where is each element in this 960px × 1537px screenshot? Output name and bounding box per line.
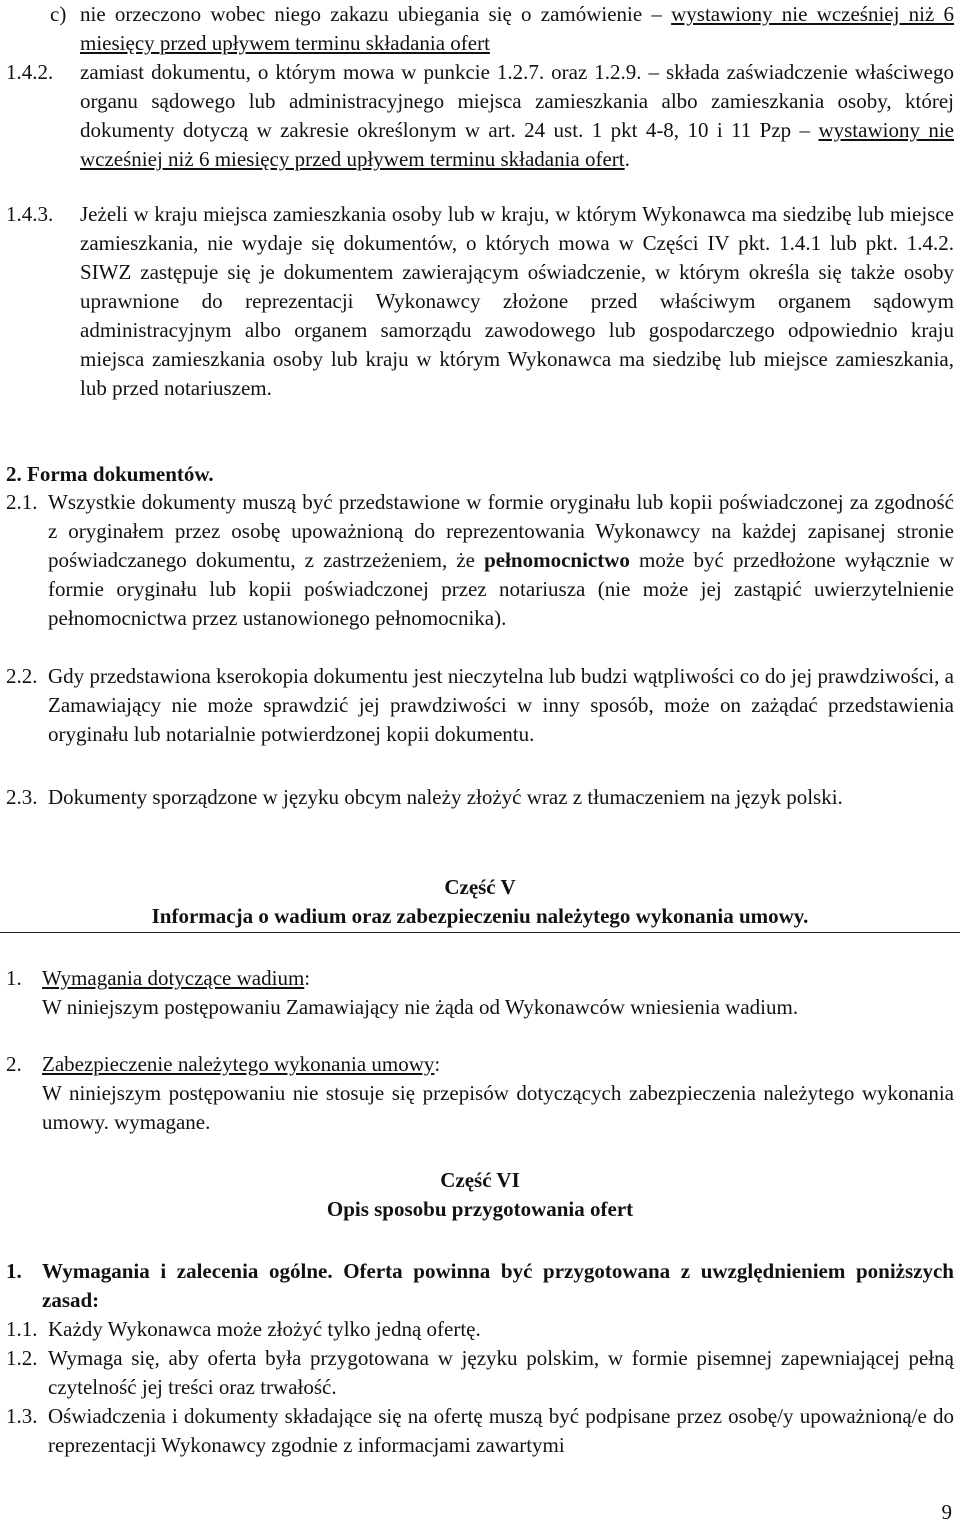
item-2-1 xyxy=(6,488,955,633)
item-2-2-text: Gdy przedstawiona kserokopia dokumentu jest nieczytelna lub budzi wątpliwości co do jej prawdziwości, a Zamawiający nie może sprawdzić jej prawdziwości w inny sposób, może on zażądać przedstawienia oryginału lub notarialnie potwierdzonej kopii dokumentu. xyxy=(48,664,954,746)
part-v-item-2-heading: Zabezpieczenie należytego wykonania umowy xyxy=(42,1052,435,1076)
item-1-4-2 xyxy=(6,58,954,174)
item-1-4-2-end: . xyxy=(624,147,630,171)
part-vi-subitem-1-2-number: 1.2. xyxy=(6,1346,38,1370)
part-vi-subitem-1-1-number: 1.1. xyxy=(6,1317,38,1341)
section-2-heading: 2. Forma dokumentów. xyxy=(6,462,214,486)
part-v-item-1-number: 1. xyxy=(6,966,22,990)
part-vi-item-1-number: 1. xyxy=(6,1259,22,1283)
item-c-label: c) xyxy=(50,2,67,26)
part-v-item-2-colon: : xyxy=(434,1052,441,1076)
part-v-item-1-heading: Wymagania dotyczące wadium xyxy=(42,966,305,990)
part-vi-subtitle: Opis sposobu przygotowania ofert xyxy=(326,1197,634,1221)
part-vi-subitem-1-3-text: Oświadczenia i dokumenty składające się na ofertę muszą być podpisane przez osobę/y upoważnioną/e do reprezentacji Wykonawcy zgodnie z informacjami zawartymi xyxy=(48,1404,954,1457)
item-2-2 xyxy=(6,662,954,749)
part-vi-subitem-1-1-text: Każdy Wykonawca może złożyć tylko jedną ofertę. xyxy=(48,1317,481,1341)
item-2-1-text-a: Wszystkie dokumenty muszą być przedstawione w formie oryginału lub kopii poświadczonej za zgodność z oryginałem przez osobę upoważnioną do reprezentowania Wykonawcy na każdej zapisanej stronie poświadczanego dokumentu, z zastrzeżeniem, że xyxy=(48,490,954,572)
item-1-4-2-number: 1.4.2. xyxy=(6,60,54,84)
part-vi-item-1 xyxy=(6,1257,954,1315)
page-number: 9 xyxy=(941,1500,952,1524)
item-2-3-text: Dokumenty sporządzone w języku obcym należy złożyć wraz z tłumaczeniem na język polski. xyxy=(48,785,843,809)
part-v-divider xyxy=(0,932,960,933)
item-c-text: nie orzeczono wobec niego zakazu ubiegania się o zamówienie – xyxy=(80,2,662,26)
part-vi-subitem-1-2-text: Wymaga się, aby oferta była przygotowana w języku polskim, w formie pisemnej zapewniającej pełną czytelność jej treści oraz trwałość. xyxy=(48,1346,954,1399)
item-2-3-number: 2.3. xyxy=(6,785,38,809)
part-vi-subitem-1-3-number: 1.3. xyxy=(6,1404,38,1428)
part-v-item-1-text: W niniejszym postępowaniu Zamawiający nie żąda od Wykonawców wniesienia wadium. xyxy=(42,995,799,1019)
part-vi-title: Część VI xyxy=(440,1168,520,1192)
part-vi-subitem-1-3 xyxy=(6,1402,954,1460)
item-1-4-3 xyxy=(6,200,954,403)
part-v-item-2-text: W niniejszym postępowaniu nie stosuje się przepisów dotyczących zabezpieczenia należytego wykonania umowy. wymagane. xyxy=(42,1081,954,1134)
part-v-title: Część V xyxy=(444,875,516,899)
part-vi-item-1-heading: Wymagania i zalecenia ogólne. Oferta powinna być przygotowana z uwzględnieniem poniższych zasad: xyxy=(42,1259,954,1312)
item-1-4-3-number: 1.4.3. xyxy=(6,202,54,226)
item-c-underlined: wystawiony nie wcześniej niż 6 miesięcy przed upływem terminu składania ofert xyxy=(80,2,955,55)
item-1-4-3-text: Jeżeli w kraju miejsca zamieszkania osoby lub w kraju, w którym Wykonawca ma siedzibę lub miejsce zamieszkania, nie wydaje się dokumentów, o których mowa w Części IV pkt. 1.4.1 lub pkt. 1.4.2. SIWZ zastępuje się je dokumentem zawierającym oświadczenie, w którym określa się także osoby uprawnione do reprezentacji Wykonawcy złożone przed właściwym organem sądowym administracyjnym albo organem samorządu zawodowego lub gospodarczego odpowiednio kraju miejsca zamieszkania osoby lub kraju w którym Wykonawca ma siedzibę lub miejsce zamieszkania, lub przed notariuszem. xyxy=(80,202,954,400)
item-2-1-text-b: może być przedłożone wyłącznie w formie oryginału lub kopii poświadczonej przez notariusza (nie może jej zastąpić uwierzytelnienie pełnomocnictwa przez ustanowionego pełnomocnika). xyxy=(48,548,955,630)
item-c xyxy=(50,0,955,58)
part-v-item-2 xyxy=(6,1050,954,1137)
item-2-1-number: 2.1. xyxy=(6,490,38,514)
item-2-2-number: 2.2. xyxy=(6,664,38,688)
item-1-4-2-underlined: wystawiony nie wcześniej niż 6 miesięcy przed upływem terminu składania ofert xyxy=(80,118,954,171)
part-v-subtitle: Informacja o wadium oraz zabezpieczeniu należytego wykonania umowy. xyxy=(151,904,809,928)
part-vi-subitem-1-2 xyxy=(6,1344,954,1402)
part-v-item-1-colon: : xyxy=(304,966,311,990)
item-1-4-2-text: zamiast dokumentu, o którym mowa w punkcie 1.2.7. oraz 1.2.9. – składa zaświadczenie właściwego organu sądowego lub administracyjnego miejsca zamieszkania albo zamieszkania osoby, której dokumenty dotyczą w zakresie określonym w art. 24 ust. 1 pkt 4-8, 10 i 11 Pzp – xyxy=(80,60,954,142)
item-2-3 xyxy=(6,783,954,812)
part-vi-subitem-1-1 xyxy=(6,1315,954,1344)
part-v-item-1 xyxy=(6,964,954,1022)
item-2-1-bold: pełnomocnictwo xyxy=(484,548,630,572)
part-v-item-2-number: 2. xyxy=(6,1052,22,1076)
